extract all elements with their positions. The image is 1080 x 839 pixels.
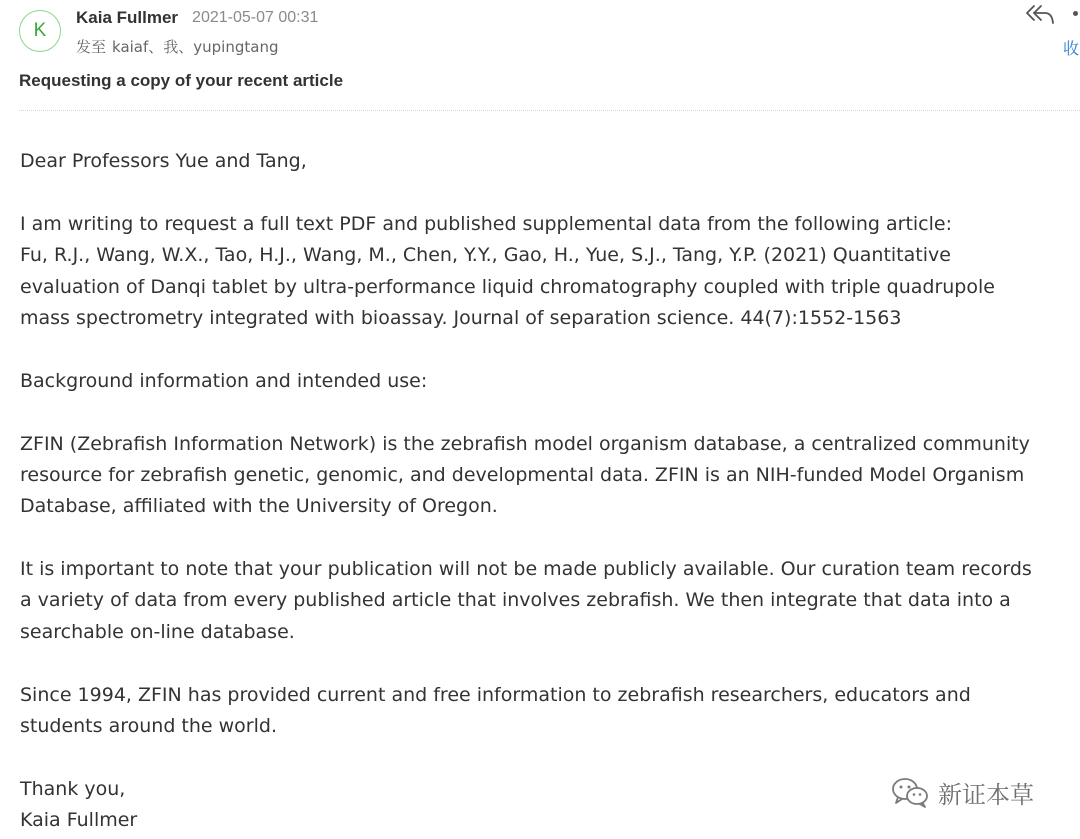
paragraph-gap [20,177,1080,208]
zfin-line: resource for zebrafish genetic, genomic, and developmental data. ZFIN is an NIH-funded Model Organism [20,463,1025,486]
recipients-list[interactable]: kaiaf、我、yupingtang [112,37,279,56]
watermark-text: 新证本草 [938,780,1034,809]
email-subject: Requesting a copy of your recent article [19,71,344,90]
email-body [20,146,1080,837]
sender-line [76,6,318,30]
paragraph-gap [20,742,1080,773]
zfin-line: Database, affiliated with the University of Oregon. [20,495,498,518]
header-divider [19,110,1080,111]
note-line: It is important to note that your publication will not be made publicly available. Our curation team records [20,558,1032,581]
paragraph-gap [20,334,1080,365]
sender-name[interactable]: Kaia Fullmer [76,8,179,27]
zfin-line: ZFIN (Zebrafish Information Network) is the zebrafish model organism database, a centralized community [20,432,1030,455]
note-line: searchable on-line database. [20,620,295,643]
email-header [0,0,1080,112]
request-line: I am writing to request a full text PDF and published supplemental data from the following article: [20,212,953,235]
since-line: students around the world. [20,715,277,738]
wechat-icon [890,775,930,809]
since-line: Since 1994, ZFIN has provided current and free information to zebrafish researchers, educators and [20,683,971,706]
citation-line: Fu, R.J., Wang, W.X., Tao, H.J., Wang, M., Chen, Y.Y., Gao, H., Yue, S.J., Tang, Y.P. (2021) Quantitative [20,244,951,267]
paragraph-gap [20,648,1080,679]
paragraph-gap [20,397,1080,428]
sent-date: 2021-05-07 00:31 [192,9,319,26]
reply-all-icon[interactable] [1024,2,1056,26]
collapse-link[interactable]: 收 [1063,39,1080,58]
more-icon[interactable] [1073,11,1078,16]
greeting: Dear Professors Yue and Tang, [20,150,307,172]
signature: Kaia Fullmer [20,809,138,832]
note-line: a variety of data from every published article that involves zebrafish. We then integrate that data into a [20,589,1011,612]
citation-line: evaluation of Danqi tablet by ultra-performance liquid chromatography coupled with triple quadrupole [20,275,995,298]
closing: Thank you, [20,777,126,800]
sender-avatar[interactable]: K [19,10,61,52]
watermark [890,771,1034,813]
recipients-line [76,35,278,57]
citation-line: mass spectrometry integrated with bioassay. Journal of separation science. 44(7):1552-1563 [20,306,902,329]
recipients-prefix: 发至 [76,37,107,56]
background-heading: Background information and intended use: [20,369,428,392]
paragraph-gap [20,523,1080,554]
